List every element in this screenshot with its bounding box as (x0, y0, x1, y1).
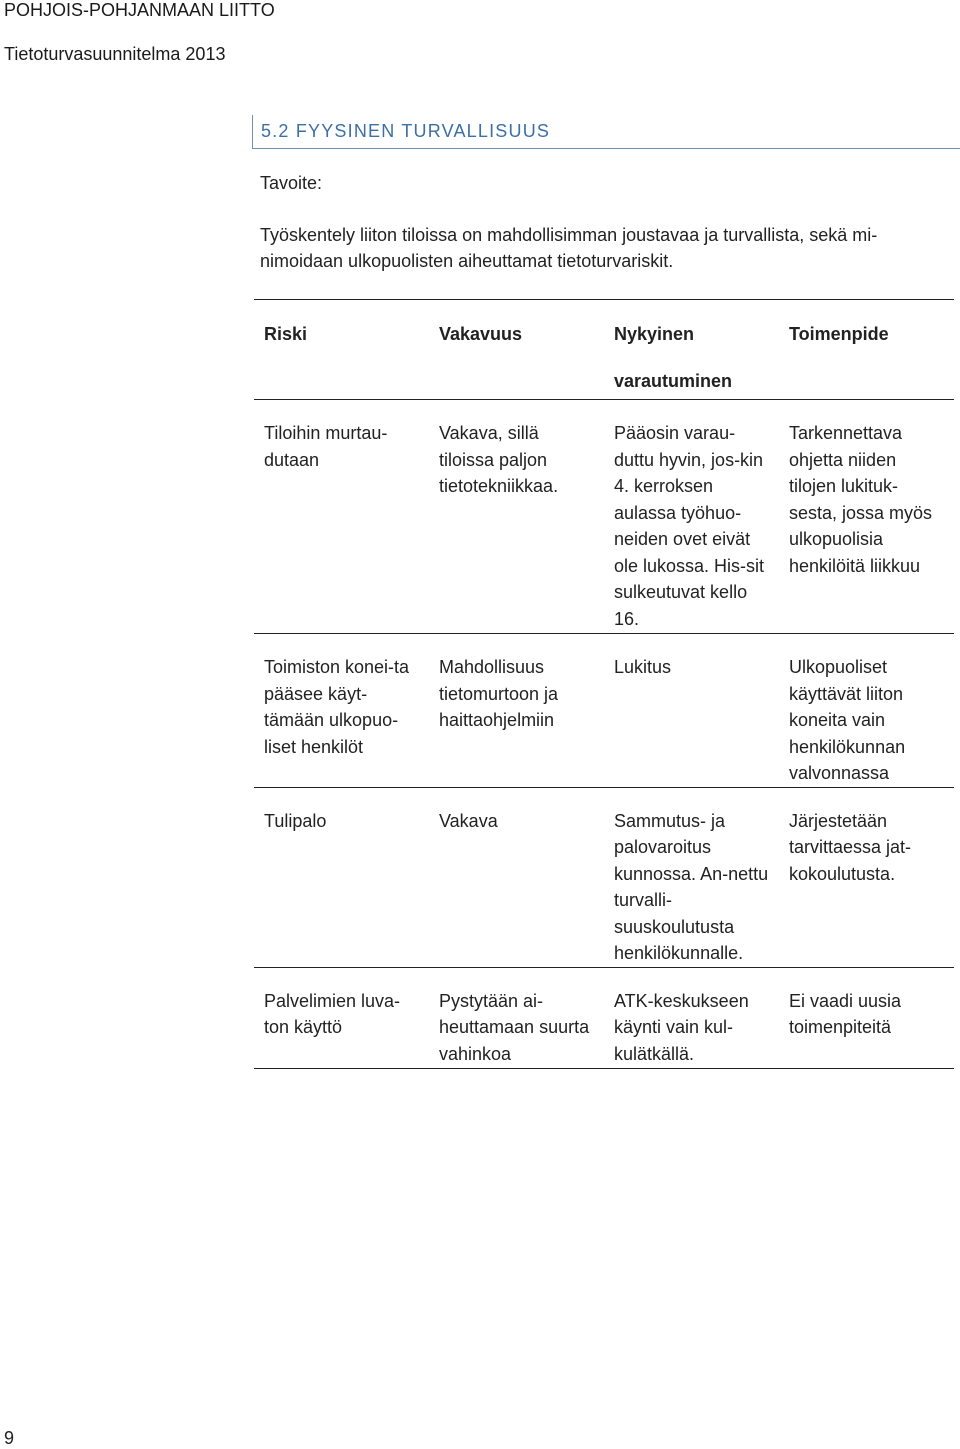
cell-action: Ulkopuoliset käyttävät liiton koneita vain henkilökunnan valvonnassa (789, 657, 906, 783)
header-preparedness-line2: varautuminen (614, 370, 733, 391)
header-action: Toimenpide (789, 324, 889, 344)
cell-severity: Vakava, sillä tiloissa paljon tietotekniikkaa. (439, 423, 559, 496)
cell-risk: Tiloihin murtau-dutaan (264, 423, 388, 470)
cell-preparedness: Lukitus (614, 657, 672, 677)
page-number: 9 (4, 1428, 15, 1448)
cell-severity: Mahdollisuus tietomurtoon ja haittaohjelmiin (439, 657, 559, 730)
cell-severity: Pystytään ai-heuttamaan suurta vahinkoa (439, 990, 590, 1064)
goal-text: Työskentely liiton tiloissa on mahdollisimman joustavaa ja turvallista, sekä mi-nimoidaan ulkopuolisten aiheuttamat tietoturvariskit. (260, 225, 878, 271)
table-row (254, 400, 954, 634)
cell-risk: Tulipalo (264, 810, 327, 831)
organization-name: POHJOIS-POHJANMAAN LIITTO (4, 0, 275, 20)
cell-risk: Toimiston konei-ta pääsee käyt-tämään ulkopuo-liset henkilöt (264, 657, 410, 757)
section-heading (252, 115, 960, 149)
cell-action: Tarkennettava ohjetta niiden tilojen lukituk-sesta, jossa myös ulkopuolisia henkilöitä liikkuu (789, 423, 933, 576)
cell-preparedness: Sammutus- ja palovaroitus kunnossa. An-nettu turvalli-suuskoulutusta henkilökunnalle. (614, 810, 769, 963)
document-title: Tietoturvasuunnitelma 2013 (4, 44, 226, 64)
header-preparedness-line1: Nykyinen (614, 324, 695, 344)
cell-preparedness: ATK-keskukseen käynti vain kul-kulätkällä. (614, 990, 749, 1064)
cell-preparedness: Pääosin varau-duttu hyvin, jos-kin 4. kerroksen aulassa työhuo-neiden ovet eivät ole lukossa. His-sit sulkeutuvat kello 16. (614, 423, 765, 629)
header-risk: Riski (264, 324, 308, 344)
cell-severity: Vakava (439, 810, 498, 831)
cell-risk: Palvelimien luva-ton käyttö (264, 990, 401, 1037)
header-preparedness (604, 300, 779, 400)
goal-label: Tavoite: (260, 173, 323, 193)
cell-action: Järjestetään tarvittaessa jat-kokoulutusta. (789, 810, 912, 884)
table-row (254, 787, 954, 967)
header-severity: Vakavuus (439, 324, 523, 344)
table-row (254, 967, 954, 1068)
section-heading-text: 5.2 FYYSINEN TURVALLISUUS (261, 121, 551, 141)
table-row (254, 634, 954, 788)
cell-action: Ei vaadi uusia toimenpiteitä (789, 990, 902, 1037)
risk-table (254, 299, 954, 1069)
table-header-row (254, 300, 954, 400)
